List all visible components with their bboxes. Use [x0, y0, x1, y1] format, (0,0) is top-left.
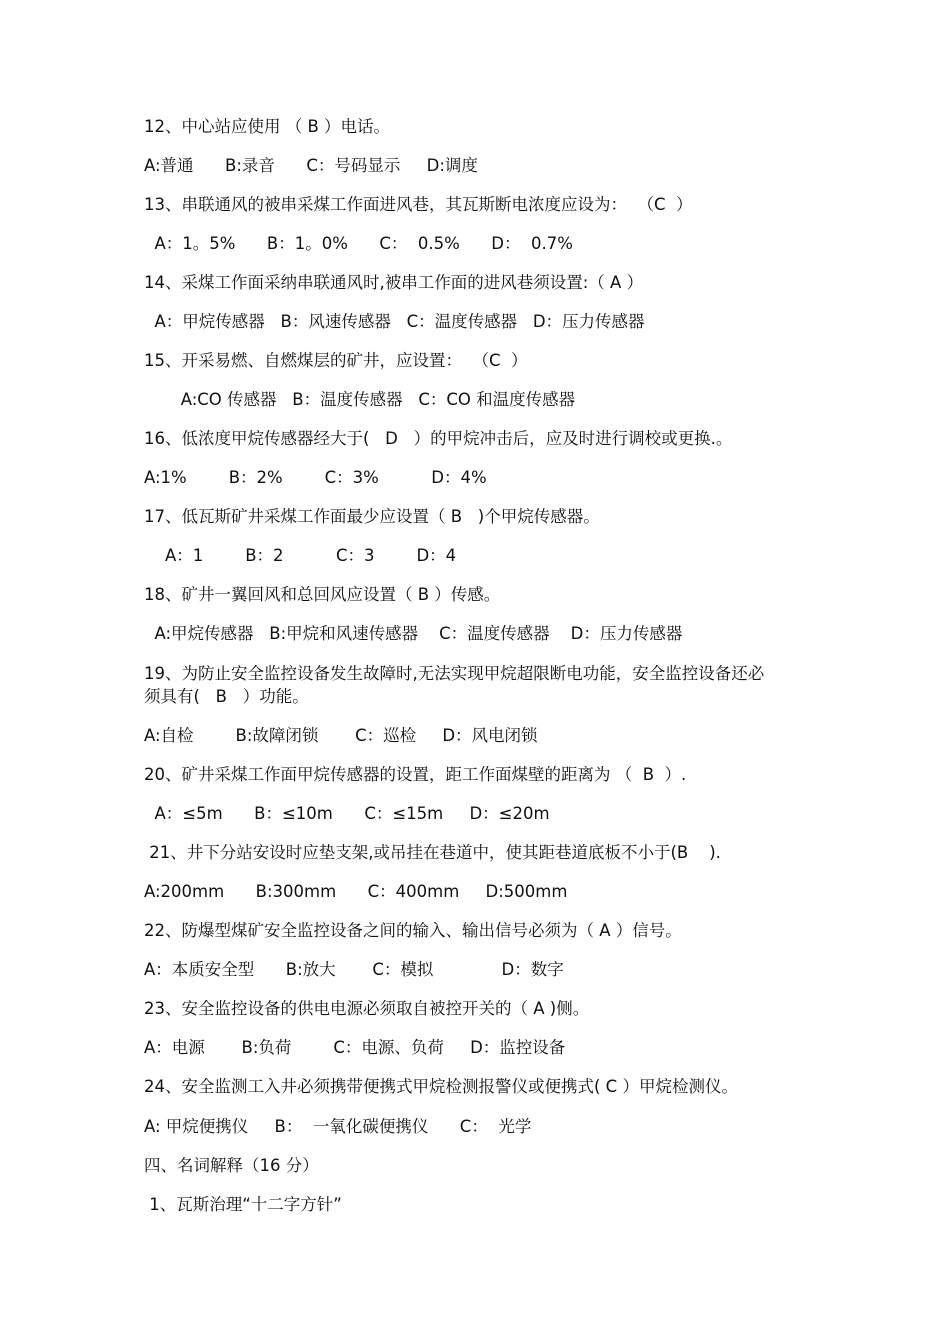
options-14: A：甲烷传感器 B：风速传感器 C：温度传感器 D：压力传感器: [144, 312, 645, 331]
options-12: A:普通 B:录音 C：号码显示 D:调度: [144, 156, 478, 175]
question-16: 16、低浓度甲烷传感器经大于( D ）的甲烷冲击后，应及时进行调校或更换.。: [144, 429, 733, 448]
question-22: 22、防爆型煤矿安全监控设备之间的输入、输出信号必须为（ A ）信号。: [144, 921, 682, 940]
options-13: A：1。5% B：1。0% C： 0.5% D： 0.7%: [144, 234, 573, 253]
options-24: A: 甲烷便携仪 B： 一氧化碳便携仪 C： 光学: [144, 1117, 532, 1136]
options-18: A:甲烷传感器 B:甲烷和风速传感器 C：温度传感器 D：压力传感器: [144, 624, 683, 643]
question-17: 17、低瓦斯矿井采煤工作面最少应设置（ B )个甲烷传感器。: [144, 507, 600, 526]
question-14: 14、采煤工作面采纳串联通风时,被串工作面的进风巷须设置:（ A ）: [144, 273, 644, 292]
options-19: A:自检 B:故障闭锁 C：巡检 D：风电闭锁: [144, 726, 538, 745]
question-19: 19、为防止安全监控设备发生故障时,无法实现甲烷超限断电功能，安全监控设备还必: [144, 664, 765, 683]
question-23: 23、安全监控设备的供电电源必须取自被控开关的（ A )侧。: [144, 999, 590, 1018]
question-19-cont: 须具有( B ）功能。: [144, 687, 309, 706]
question-20: 20、矿井采煤工作面甲烷传感器的设置，距工作面煤壁的距离为 （ B ）.: [144, 765, 687, 784]
question-13: 13、串联通风的被串采煤工作面进风巷，其瓦斯断电浓度应设为： （C ）: [144, 195, 693, 214]
section-heading: 四、名词解释（16 分）: [144, 1156, 319, 1175]
options-23: A：电源 B:负荷 C：电源、负荷 D：监控设备: [144, 1038, 566, 1057]
question-21: 21、井下分站安设时应垫支架,或吊挂在巷道中，使其距巷道底板不小于(B ).: [144, 843, 721, 862]
question-12: 12、中心站应使用 （ B ）电话。: [144, 117, 391, 136]
question-15: 15、开采易燃、自燃煤层的矿井，应设置： （C ）: [144, 351, 528, 370]
options-16: A:1% B：2% C：3% D：4%: [144, 468, 487, 487]
question-24: 24、安全监测工入井必须携带便携式甲烷检测报警仪或便携式( C ）甲烷检测仪。: [144, 1077, 738, 1096]
options-21: A:200mm B:300mm C：400mm D:500mm: [144, 882, 568, 901]
question-18: 18、矿井一翼回风和总回风应设置（ B ）传感。: [144, 585, 501, 604]
term-1: 1、瓦斯治理“十二字方针”: [144, 1195, 342, 1214]
options-20: A：≤5m B：≤10m C：≤15m D：≤20m: [144, 804, 550, 823]
options-15: A:CO 传感器 B：温度传感器 C：CO 和温度传感器: [144, 390, 576, 409]
options-22: A：本质安全型 B:放大 C：模拟 D：数字: [144, 960, 564, 979]
options-17: A：1 B：2 C：3 D：4: [144, 546, 457, 565]
